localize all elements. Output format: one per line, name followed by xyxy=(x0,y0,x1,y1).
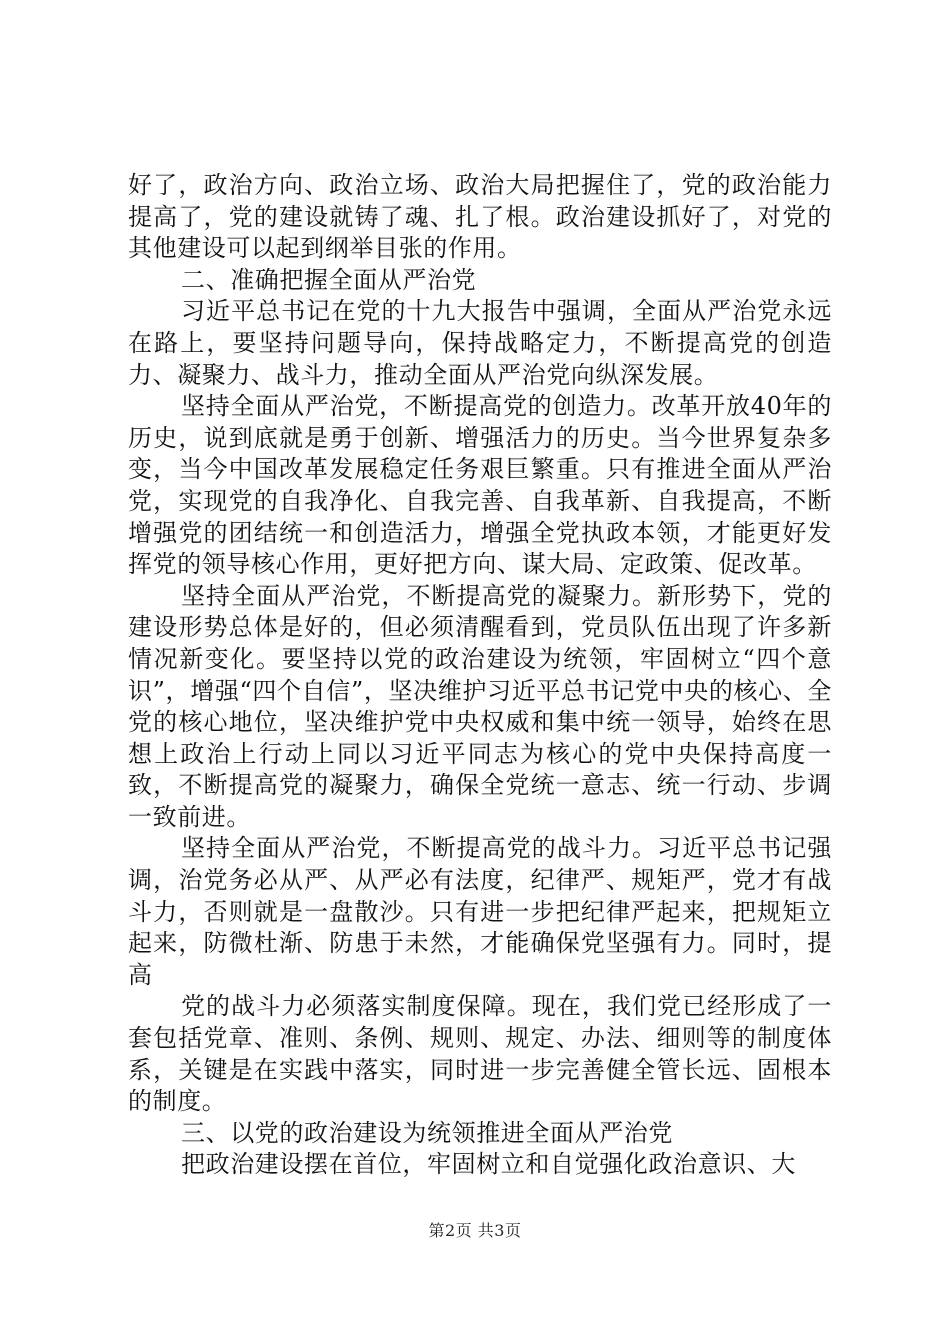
paragraph-4: 坚持全面从严治党，不断提高党的创造力。改革开放40年的历史，说到底就是勇于创新、增强活力的历史。当今世界复杂多变，当今中国改革发展稳定任务艰巨繁重。只有推进全面从严治党，实现党的自我净化、自我完善、自我革新、自我提高，不断增强党的团结统一和创造活力，增强全党执政本领，才能更好发挥党的领导核心作用，更好把方向、谋大局、定政策、促改革。 xyxy=(128,392,832,579)
document-body xyxy=(128,170,832,1181)
page-number-footer: 第2页 共3页 xyxy=(428,1221,522,1240)
paragraph-1: 好了，政治方向、政治立场、政治大局把握住了，党的政治能力提高了，党的建设就铸了魂、扎了根。政治建设抓好了，对党的其他建设可以起到纲举目张的作用。 xyxy=(128,171,832,263)
paragraph-5: 坚持全面从严治党，不断提高党的凝聚力。新形势下，党的建设形势总体是好的，但必须清醒看到，党员队伍出现了许多新情况新变化。要坚持以党的政治建设为统领，牢固树立“四个意识”，增强“四个自信”，坚决维护习近平总书记党中央的核心、全党的核心地位，坚决维护党中央权威和集中统一领导，始终在思想上政治上行动上同以习近平同志为核心的党中央保持高度一致，不断提高党的凝聚力，确保全党统一意志、统一行动、步调一致前进。 xyxy=(128,581,832,831)
section-heading-3: 三、以党的政治建设为统领推进全面从严治党 xyxy=(181,1118,673,1147)
paragraph-3: 习近平总书记在党的十九大报告中强调，全面从严治党永远在路上，要坚持问题导向，保持战略定力，不断提高党的创造力、凝聚力、战斗力，推动全面从严治党向纵深发展。 xyxy=(128,297,832,389)
paragraph-7: 党的战斗力必须落实制度保障。现在，我们党已经形成了一套包括党章、准则、条例、规则、规定、办法、细则等的制度体系，关键是在实践中落实，同时进一步完善健全管长远、固根本的制度。 xyxy=(128,992,832,1116)
section-heading-2: 二、准确把握全面从严治党 xyxy=(181,265,477,294)
paragraph-9: 把政治建设摆在首位，牢固树立和自觉强化政治意识、大 xyxy=(181,1150,796,1179)
paragraph-6: 坚持全面从严治党，不断提高党的战斗力。习近平总书记强调，治党务必从严、从严必有法度，纪律严、规矩严，党才有战斗力，否则就是一盘散沙。只有进一步把纪律严起来，把规矩立起来，防微杜渐、防患于未然，才能确保党坚强有力。同时，提高 xyxy=(128,834,832,989)
